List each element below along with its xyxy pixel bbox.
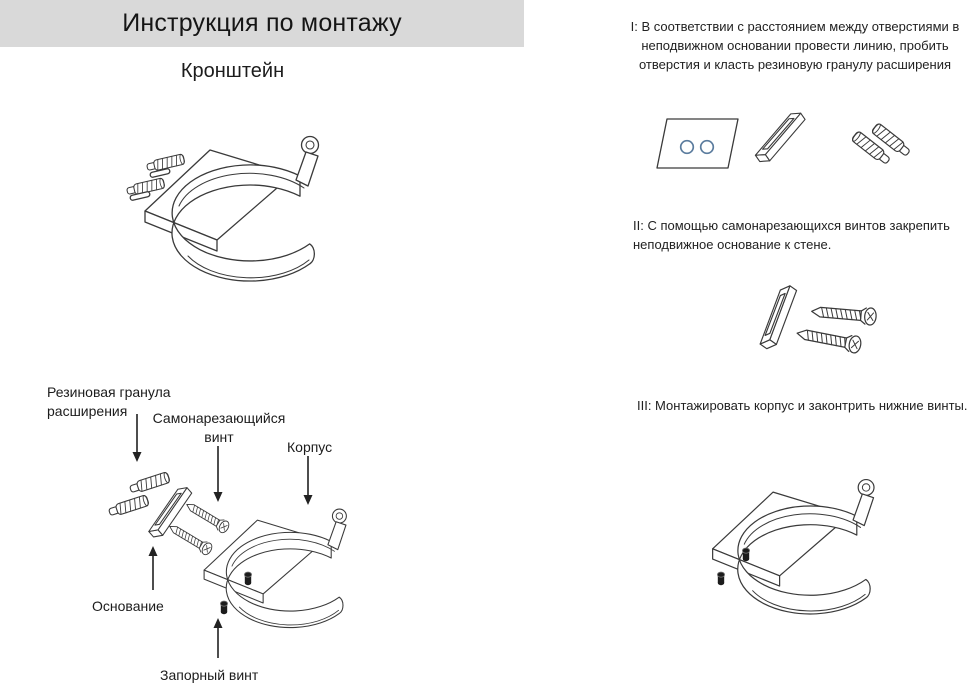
lock-screw-2 (220, 601, 227, 614)
base-part (748, 283, 808, 352)
step1-line1: I: В соответствии с расстоянием между отверстиями в (630, 19, 960, 34)
step3-mounted-bracket-illustration (690, 455, 950, 655)
step1-line3: отверстия и класть резиновую гранулу расширения (638, 57, 952, 72)
screw-2 (796, 325, 863, 354)
step2-line2: неподвижное основание к стене. (633, 237, 832, 252)
screw-1 (184, 499, 231, 534)
step3-instructions (637, 396, 970, 415)
base-label: Основание (92, 598, 164, 614)
rubber-plug-label-line2: расширения (47, 403, 128, 419)
bracket (713, 480, 874, 614)
step3-line1: III: Монтажировать корпус и законтрить нижние винты. (637, 398, 968, 413)
tapping-screw-label (150, 409, 288, 447)
step1-parts-illustration (635, 100, 960, 175)
page-title: Инструкция по монтажу (122, 9, 402, 37)
header-bar (0, 0, 524, 47)
tapping-screw-label-line1: Самонарезающийся (152, 410, 286, 426)
body-label: Корпус (287, 439, 333, 455)
step2-line1: II: С помощью самонарезающихся винтов закрепить (633, 218, 950, 233)
wall-plate (657, 119, 738, 168)
step2-instructions (633, 216, 970, 254)
lock-screw-2 (717, 572, 724, 585)
step1-instructions (625, 17, 965, 74)
screw-2 (167, 521, 214, 556)
anchor-1 (129, 472, 170, 495)
lock-screw-label: Запорный винт (160, 667, 259, 683)
step2-parts-illustration (748, 272, 943, 380)
screw-1 (811, 303, 877, 326)
base-part (140, 484, 200, 541)
tapping-screw-label-line2: винт (204, 429, 234, 445)
anchor-2 (108, 495, 149, 518)
step1-line2: неподвижном основании провести линию, пробить (641, 38, 949, 53)
drill-hole-1 (681, 141, 694, 154)
assembled-bracket-illustration (100, 115, 360, 325)
rubber-plug-label-line1: Резиновая гранула (47, 384, 171, 400)
lock-screw-1 (244, 572, 251, 585)
drill-hole-2 (701, 141, 714, 154)
lock-screw-1 (742, 548, 749, 561)
base-part (748, 109, 813, 166)
product-name: Кронштейн (180, 60, 285, 82)
